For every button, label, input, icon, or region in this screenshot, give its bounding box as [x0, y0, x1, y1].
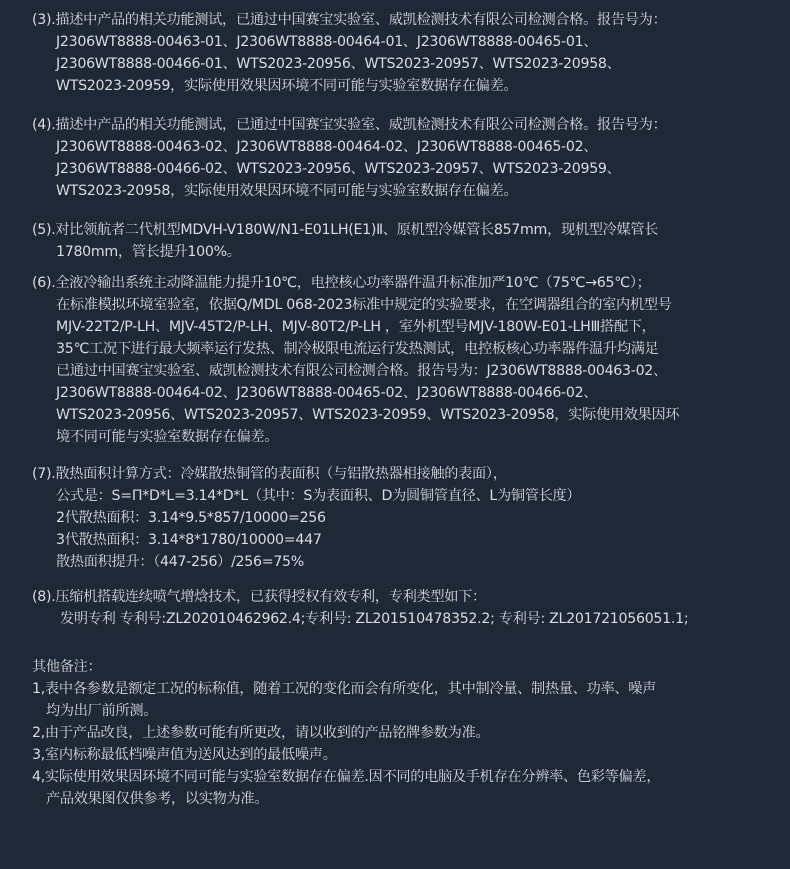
- note-4: [32, 114, 782, 202]
- note-6: [32, 272, 782, 448]
- note-6-line-7: WTS2023-20956、WTS2023-20957、WTS2023-20959、WTS2023-20958，实际使用效果因环: [56, 407, 680, 423]
- note-7-line-1: (7).散热面积计算方式：冷媒散热铜管的表面积（与铝散热器相接触的表面），: [32, 466, 507, 482]
- note-4-line-2: J2306WT8888-00463-02、J2306WT8888-00464-02、J2306WT8888-00465-02、: [56, 139, 598, 155]
- note-4-line-3: J2306WT8888-00466-02、WTS2023-20956、WTS2023-20957、WTS2023-20959、: [56, 161, 621, 177]
- note-7-gen2-area: 2代散热面积：3.14*9.5*857/10000=256: [56, 510, 326, 526]
- other-notes: [32, 656, 782, 810]
- note-8-line-1: (8).压缩机搭载连续喷气增焓技术，已获得授权有效专利，专利类型如下：: [32, 589, 486, 605]
- note-8-patents: 发明专利 专利号:ZL202010462962.4;专利号: ZL201510478352.2; 专利号: ZL201721056051.1;: [60, 611, 689, 627]
- note-5-line-1: (5).对比领航者二代机型MDVH-V180W/N1-E01LH(E1)Ⅱ、原机型冷媒管长857mm，现机型冷媒管长: [32, 222, 659, 238]
- other-note-1-line-2: 均为出厂前所测。: [46, 703, 158, 719]
- note-4-line-1: (4).描述中产品的相关功能测试，已通过中国赛宝实验室、威凯检测技术有限公司检测合格。报告号为：: [32, 117, 667, 133]
- other-note-4-line-1: 4,实际使用效果因环境不同可能与实验室数据存在偏差.因不同的电脑及手机存在分辨率、色彩等偏差，: [32, 769, 661, 785]
- note-5-line-2: 1780mm，管长提升100%。: [56, 244, 241, 260]
- note-4-line-4: WTS2023-20958，实际使用效果因环境不同可能与实验室数据存在偏差。: [56, 183, 518, 199]
- note-3-line-1: (3).描述中产品的相关功能测试，已通过中国赛宝实验室、威凯检测技术有限公司检测合格。报告号为：: [32, 12, 667, 28]
- note-8: [32, 586, 782, 630]
- note-3-line-2: J2306WT8888-00463-01、J2306WT8888-00464-01、J2306WT8888-00465-01、: [56, 34, 598, 50]
- other-note-2: 2,由于产品改良，上述参数可能有所更改，请以收到的产品铭牌参数为准。: [32, 725, 490, 741]
- note-7-formula: 公式是：S=Π*D*L=3.14*D*L（其中：S为表面积、D为圆铜管直径、L为铜管长度）: [56, 488, 581, 504]
- note-6-line-8: 境不同可能与实验室数据存在偏差。: [56, 429, 279, 445]
- note-7-area-increase: 散热面积提升：（447-256）/256=75%: [56, 554, 304, 570]
- note-6-line-4: 35℃工况下进行最大频率运行发热、制冷极限电流运行发热测试，电控板核心功率器件温升均满足: [56, 341, 659, 357]
- note-6-line-1: (6).全液冷输出系统主动降温能力提升10℃，电控核心功率器件温升标准加严10℃（75℃→65℃）；: [32, 275, 651, 291]
- note-3-line-4: WTS2023-20959，实际使用效果因环境不同可能与实验室数据存在偏差。: [56, 78, 518, 94]
- note-7-gen3-area: 3代散热面积：3.14*8*1780/10000=447: [56, 532, 322, 548]
- note-5: [32, 219, 782, 263]
- note-6-line-5: 已通过中国赛宝实验室、威凯检测技术有限公司检测合格。报告号为：J2306WT8888-00463-02、: [56, 363, 667, 379]
- other-note-1-line-1: 1,表中各参数是额定工况的标称值，随着工况的变化而会有所变化，其中制冷量、制热量、功率、噪声: [32, 681, 656, 697]
- other-notes-title: 其他备注：: [32, 659, 102, 675]
- other-note-3: 3,室内标称最低档噪声值为送风达到的最低噪声。: [32, 747, 337, 763]
- note-6-line-2: 在标准模拟环境室验室，依据Q/MDL 068-2023标准中规定的实验要求，在空调器组合的室内机型号: [56, 297, 672, 313]
- other-note-4-line-2: 产品效果图仅供参考，以实物为准。: [46, 791, 269, 807]
- note-6-line-3: MJV-22T2/P-LH、MJV-45T2/P-LH、MJV-80T2/P-LH ，室外机型号MJV-180W-E01-LHⅢ搭配下，: [56, 319, 656, 335]
- note-3: [32, 9, 782, 97]
- note-7: [32, 463, 782, 573]
- note-6-line-6: J2306WT8888-00464-02、J2306WT8888-00465-02、J2306WT8888-00466-02、: [56, 385, 598, 401]
- note-3-line-3: J2306WT8888-00466-01、WTS2023-20956、WTS2023-20957、WTS2023-20958、: [56, 56, 621, 72]
